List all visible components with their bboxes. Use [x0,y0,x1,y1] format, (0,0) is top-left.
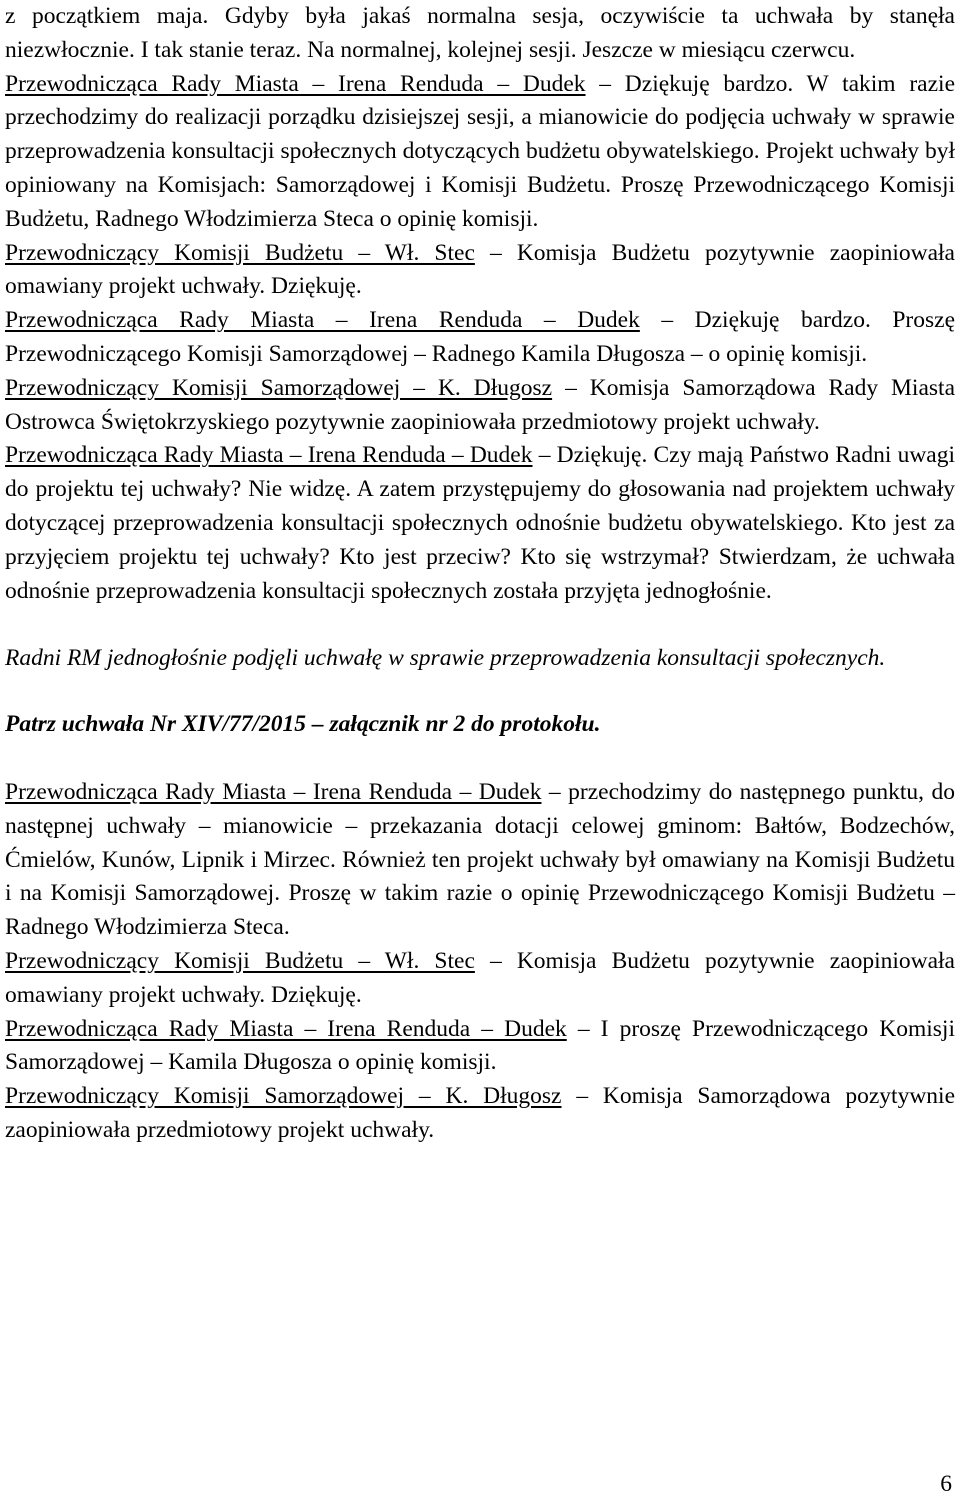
paragraph-chair-4 [5,776,955,945]
speaker-name: Przewodniczący Komisji Samorządowej – K. Długosz [5,374,553,401]
paragraph-chair-2 [5,304,955,372]
paragraph-text: – Komisja Samorządowa pozytywnie zaopiniowała przedmiotowy projekt uchwały. [5,1083,956,1143]
paragraph-text: – Komisja Samorządowa Rady Miasta Ostrowca Świętokrzyskiego pozytywnie zaopiniowała przedmiotowy projekt uchwały. [5,374,955,435]
speaker-name: Przewodnicząca Rady Miasta – Irena Renduda – Dudek [5,442,533,469]
speaker-name: Przewodnicząca Rady Miasta – Irena Renduda – Dudek [5,778,542,805]
speaker-name: Przewodnicząca Rady Miasta – Irena Renduda – Dudek [5,307,640,334]
paragraph-selfgov-2 [5,1080,955,1148]
paragraph-text: – przechodzimy do następnego punktu, do następnej uchwały – mianowicie – przekazania dotacji celowej gminom: Bałtów, Bodzechów, Ćmielów, Kunów, Lipnik i Mirzec. Również ten projekt uchwały był omawiany na Komisji Budżetu i na Komisji Samorządowej. Proszę w takim razie o opinię Przewodniczącego Komisji Budżetu – Radnego Włodzimierza Steca. [5,778,955,941]
paragraph-intro [5,0,955,68]
paragraph-selfgov-1 [5,372,955,440]
speaker-name: Przewodniczący Komisji Budżetu – Wł. Stec [5,239,475,266]
paragraph-text: z początkiem maja. Gdyby była jakaś normalna sesja, oczywiście ta uchwała by stanęła niezwłocznie. I tak stanie teraz. Na normalnej, kolejnej sesji. Jeszcze w miesiącu czerwcu. [5,3,955,63]
paragraph-chair-5 [5,1013,955,1081]
paragraph-text: – Dziękuję. Czy mają Państwo Radni uwagi do projektu tej uchwały? Nie widzę. A zatem przystępujemy do głosowania nad projektem uchwały dotyczącej przeprowadzenia konsultacji społecznych odnośnie budżetu obywatelskiego. Kto jest za przyjęciem projektu tej uchwały? Kto jest przeciw? Kto się wstrzymał? Stwierdzam, że uchwała odnośnie przeprowadzenia konsultacji społecznych została przyjęta jednogłośnie. [5,442,955,604]
speaker-name: Przewodniczący Komisji Budżetu – Wł. Stec [5,947,475,974]
paragraph-text: – I proszę Przewodniczącego Komisji Samorządowej – Kamila Długosza o opinię komisji. [5,1015,955,1076]
paragraph-chair-3 [5,439,955,608]
speaker-name: Przewodnicząca Rady Miasta – Irena Renduda – Dudek [5,70,586,97]
document-page [5,0,955,1148]
paragraph-text: – Dziękuję bardzo. W takim razie przechodzimy do realizacji porządku dzisiejszej sesji, a mianowicie do podjęcia uchwały w sprawie przeprowadzenia konsultacji społecznych dotyczących budżetu obywatelskiego. Projekt uchwały był opiniowany na Komisjach: Samorządowej i Komisji Budżetu. Proszę Przewodniczącego Komisji Budżetu, Radnego Włodzimierza Steca o opinię komisji. [5,70,955,232]
speaker-name: Przewodnicząca Rady Miasta – Irena Renduda – Dudek [5,1015,567,1042]
paragraph-budget-2 [5,945,955,1013]
bold-reference: Patrz uchwała Nr XIV/77/2015 – załącznik nr 2 do protokołu. [5,711,601,738]
speaker-name: Przewodniczący Komisji Samorządowej – K. Długosz [5,1083,562,1110]
italic-note: Radni RM jednogłośnie podjęli uchwałę w sprawie przeprowadzenia konsultacji społecznych. [5,645,886,672]
paragraph-text: – Komisja Budżetu pozytywnie zaopiniowała omawiany projekt uchwały. Dziękuję. [5,947,955,1008]
paragraph-chair-1 [5,68,955,237]
page-number: 6 [940,1471,952,1497]
paragraph-budget-1 [5,237,955,305]
paragraph-text: – Dziękuję bardzo. Proszę Przewodniczącego Komisji Samorządowej – Radnego Kamila Długosza – o opinię komisji. [5,307,955,367]
paragraph-text: – Komisja Budżetu pozytywnie zaopiniowała omawiany projekt uchwały. Dziękuję. [5,239,955,300]
